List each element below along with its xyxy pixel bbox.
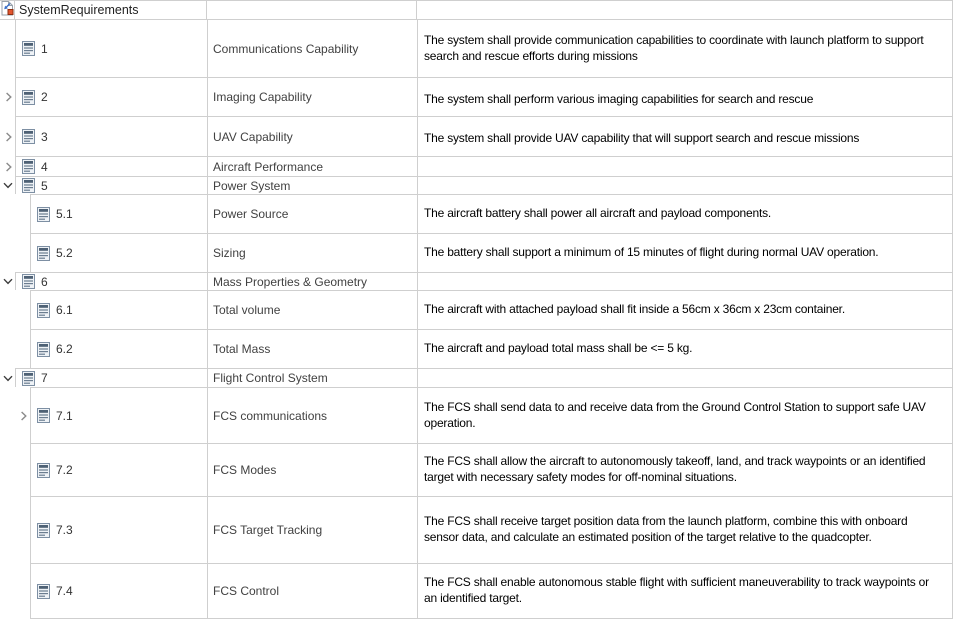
requirement-icon xyxy=(22,371,35,386)
requirement-summary: Flight Control System xyxy=(213,371,328,385)
requirement-summary: FCS communications xyxy=(213,408,328,423)
requirement-row[interactable] xyxy=(30,290,953,329)
requirement-row[interactable] xyxy=(15,156,953,176)
requirement-description-cell[interactable] xyxy=(418,444,952,496)
requirement-summary-cell[interactable] xyxy=(208,117,418,156)
chevron-down-icon[interactable] xyxy=(3,277,13,287)
requirement-description: The FCS shall receive target position data from the launch platform, combine this with onboard sensor data, and calculate an estimated position of the target relative to the quadcopter. xyxy=(424,514,908,544)
requirement-set-title: SystemRequirements xyxy=(19,3,139,17)
requirement-icon xyxy=(37,207,50,222)
requirement-id: 5.2 xyxy=(56,246,73,260)
requirement-summary: FCS Control xyxy=(213,584,280,598)
requirement-tree-cell[interactable] xyxy=(31,564,208,618)
requirement-summary-cell[interactable] xyxy=(208,444,418,496)
requirement-id: 5 xyxy=(41,178,48,193)
requirement-icon xyxy=(37,408,50,423)
requirement-row[interactable] xyxy=(15,176,953,194)
chevron-right-icon[interactable] xyxy=(3,92,13,102)
requirement-description: The battery shall support a minimum of 15 minutes of flight during normal UAV operation. xyxy=(424,245,879,260)
requirement-description-cell[interactable] xyxy=(418,564,952,618)
requirement-id: 7.2 xyxy=(56,463,73,477)
requirement-tree-cell[interactable] xyxy=(31,195,208,233)
requirement-description-cell[interactable] xyxy=(418,388,952,443)
requirement-summary-cell[interactable] xyxy=(208,388,418,443)
requirement-tree-cell[interactable] xyxy=(16,78,208,116)
requirement-icon xyxy=(37,523,50,538)
requirement-icon xyxy=(37,584,50,599)
requirement-tree-cell[interactable] xyxy=(31,291,208,329)
requirement-summary-cell[interactable] xyxy=(208,20,418,77)
requirement-tree-cell[interactable] xyxy=(16,157,208,176)
requirement-description: The aircraft with attached payload shall fit inside a 56cm x 36cm x 23cm container. xyxy=(424,302,845,317)
requirement-id: 2 xyxy=(41,90,48,104)
requirement-row[interactable] xyxy=(30,443,953,496)
requirement-description-cell[interactable] xyxy=(418,330,952,368)
requirement-row[interactable] xyxy=(30,496,953,563)
requirement-icon xyxy=(37,342,50,357)
requirement-row[interactable] xyxy=(15,20,953,77)
requirement-description: The FCS shall send data to and receive data from the Ground Control Station to support safe UAV operation. xyxy=(424,399,926,430)
requirement-summary: Total Mass xyxy=(213,342,271,356)
requirement-summary: Aircraft Performance xyxy=(213,159,324,174)
requirement-summary-cell[interactable] xyxy=(208,330,418,368)
requirement-summary-cell[interactable] xyxy=(208,497,418,563)
requirement-id: 7.4 xyxy=(56,584,73,598)
requirement-icon xyxy=(22,90,35,105)
requirement-tree-cell[interactable] xyxy=(31,497,208,563)
requirement-icon xyxy=(37,246,50,261)
requirement-icon xyxy=(37,463,50,478)
requirement-summary-cell[interactable] xyxy=(208,234,418,272)
requirement-summary-cell[interactable] xyxy=(208,291,418,329)
requirement-description-cell[interactable] xyxy=(418,78,952,116)
requirement-description-cell[interactable] xyxy=(418,177,952,194)
requirement-row[interactable] xyxy=(15,272,953,290)
requirement-row[interactable] xyxy=(30,329,953,368)
requirement-set-icon xyxy=(1,0,14,21)
requirement-description-cell[interactable] xyxy=(418,157,952,176)
requirement-description-cell[interactable] xyxy=(418,497,952,563)
requirement-tree-cell[interactable] xyxy=(16,369,208,387)
requirement-summary-cell[interactable] xyxy=(208,157,418,176)
requirement-id: 4 xyxy=(41,159,48,174)
requirement-id: 7.1 xyxy=(56,408,73,423)
requirement-summary: Imaging Capability xyxy=(213,90,312,104)
requirement-description: The system shall perform various imaging capabilities for search and rescue xyxy=(424,92,814,106)
requirement-id: 7 xyxy=(41,371,48,385)
requirement-icon xyxy=(22,129,35,144)
requirement-description: The aircraft battery shall power all aircraft and payload components. xyxy=(424,206,772,221)
requirement-id: 6.2 xyxy=(56,342,73,356)
chevron-right-icon[interactable] xyxy=(3,162,13,172)
summary-column-cell xyxy=(207,1,417,19)
requirement-summary-cell[interactable] xyxy=(208,195,418,233)
requirement-tree-cell[interactable] xyxy=(16,177,208,194)
requirement-tree-cell[interactable] xyxy=(16,273,208,290)
requirement-summary-cell[interactable] xyxy=(208,78,418,116)
requirement-summary: FCS Modes xyxy=(213,463,277,477)
requirement-tree-cell[interactable] xyxy=(31,388,208,443)
requirement-id: 6 xyxy=(41,274,48,289)
requirement-description-cell[interactable] xyxy=(418,291,952,329)
requirement-row[interactable] xyxy=(30,563,953,619)
requirement-set-iconbox xyxy=(0,1,15,19)
requirement-set-cell xyxy=(0,1,207,19)
requirement-tree-cell[interactable] xyxy=(31,444,208,496)
requirement-description: The FCS shall allow the aircraft to autonomously takeoff, land, and track waypoints or an identified target with necessary safety modes for off-nominal situations. xyxy=(424,454,926,484)
requirement-rows-container xyxy=(0,20,953,619)
requirement-tree-cell[interactable] xyxy=(31,234,208,272)
requirement-row[interactable] xyxy=(15,368,953,387)
requirement-id: 1 xyxy=(41,41,48,56)
requirement-description-cell[interactable] xyxy=(418,117,952,156)
requirement-description-cell[interactable] xyxy=(418,273,952,290)
requirement-icon xyxy=(37,303,50,318)
requirement-icon xyxy=(22,274,35,289)
requirement-summary-cell[interactable] xyxy=(208,564,418,618)
chevron-down-icon[interactable] xyxy=(3,181,13,191)
requirement-summary: Total volume xyxy=(213,303,281,317)
requirement-description: The system shall provide UAV capability that will support search and rescue missions xyxy=(424,131,860,145)
requirement-summary: Sizing xyxy=(213,246,246,260)
requirement-id: 5.1 xyxy=(56,207,73,221)
description-column-cell xyxy=(417,1,953,19)
requirement-id: 7.3 xyxy=(56,523,73,537)
requirement-summary-cell[interactable] xyxy=(208,177,418,194)
chevron-right-icon[interactable] xyxy=(3,132,13,142)
requirement-description: The aircraft and payload total mass shall be <= 5 kg. xyxy=(424,341,693,356)
requirement-description-cell[interactable] xyxy=(418,195,952,233)
requirement-set-row[interactable] xyxy=(0,1,953,20)
requirement-id: 3 xyxy=(41,129,48,144)
requirement-description: The FCS shall enable autonomous stable flight with sufficient maneuverability to track waypoints or an identified target. xyxy=(424,575,929,605)
requirement-tree-cell[interactable] xyxy=(16,20,208,77)
requirement-summary: Power Source xyxy=(213,207,289,221)
requirement-row[interactable] xyxy=(30,233,953,272)
requirement-icon xyxy=(22,41,35,56)
requirement-description-cell[interactable] xyxy=(418,20,952,77)
requirement-summary-cell[interactable] xyxy=(208,273,418,290)
requirement-row[interactable] xyxy=(30,194,953,233)
requirement-row[interactable] xyxy=(30,387,953,443)
requirement-tree-cell[interactable] xyxy=(16,117,208,156)
chevron-down-icon[interactable] xyxy=(3,373,13,383)
requirement-description-cell[interactable] xyxy=(418,369,952,387)
requirement-icon xyxy=(22,178,35,193)
requirement-description: The system shall provide communication capabilities to coordinate with launch platform to support search and rescue efforts during missions xyxy=(424,32,924,63)
requirement-summary: Mass Properties & Geometry xyxy=(213,274,368,289)
requirement-tree-cell[interactable] xyxy=(31,330,208,368)
requirement-summary: Power System xyxy=(213,178,291,193)
requirement-summary: FCS Target Tracking xyxy=(213,523,323,537)
requirement-row[interactable] xyxy=(15,116,953,156)
requirement-description-cell[interactable] xyxy=(418,234,952,272)
requirement-summary: Communications Capability xyxy=(213,41,359,56)
chevron-right-icon[interactable] xyxy=(18,411,28,421)
requirement-summary-cell[interactable] xyxy=(208,369,418,387)
requirement-row[interactable] xyxy=(15,77,953,116)
requirement-id: 6.1 xyxy=(56,303,73,317)
requirement-icon xyxy=(22,159,35,174)
requirement-summary: UAV Capability xyxy=(213,129,293,144)
